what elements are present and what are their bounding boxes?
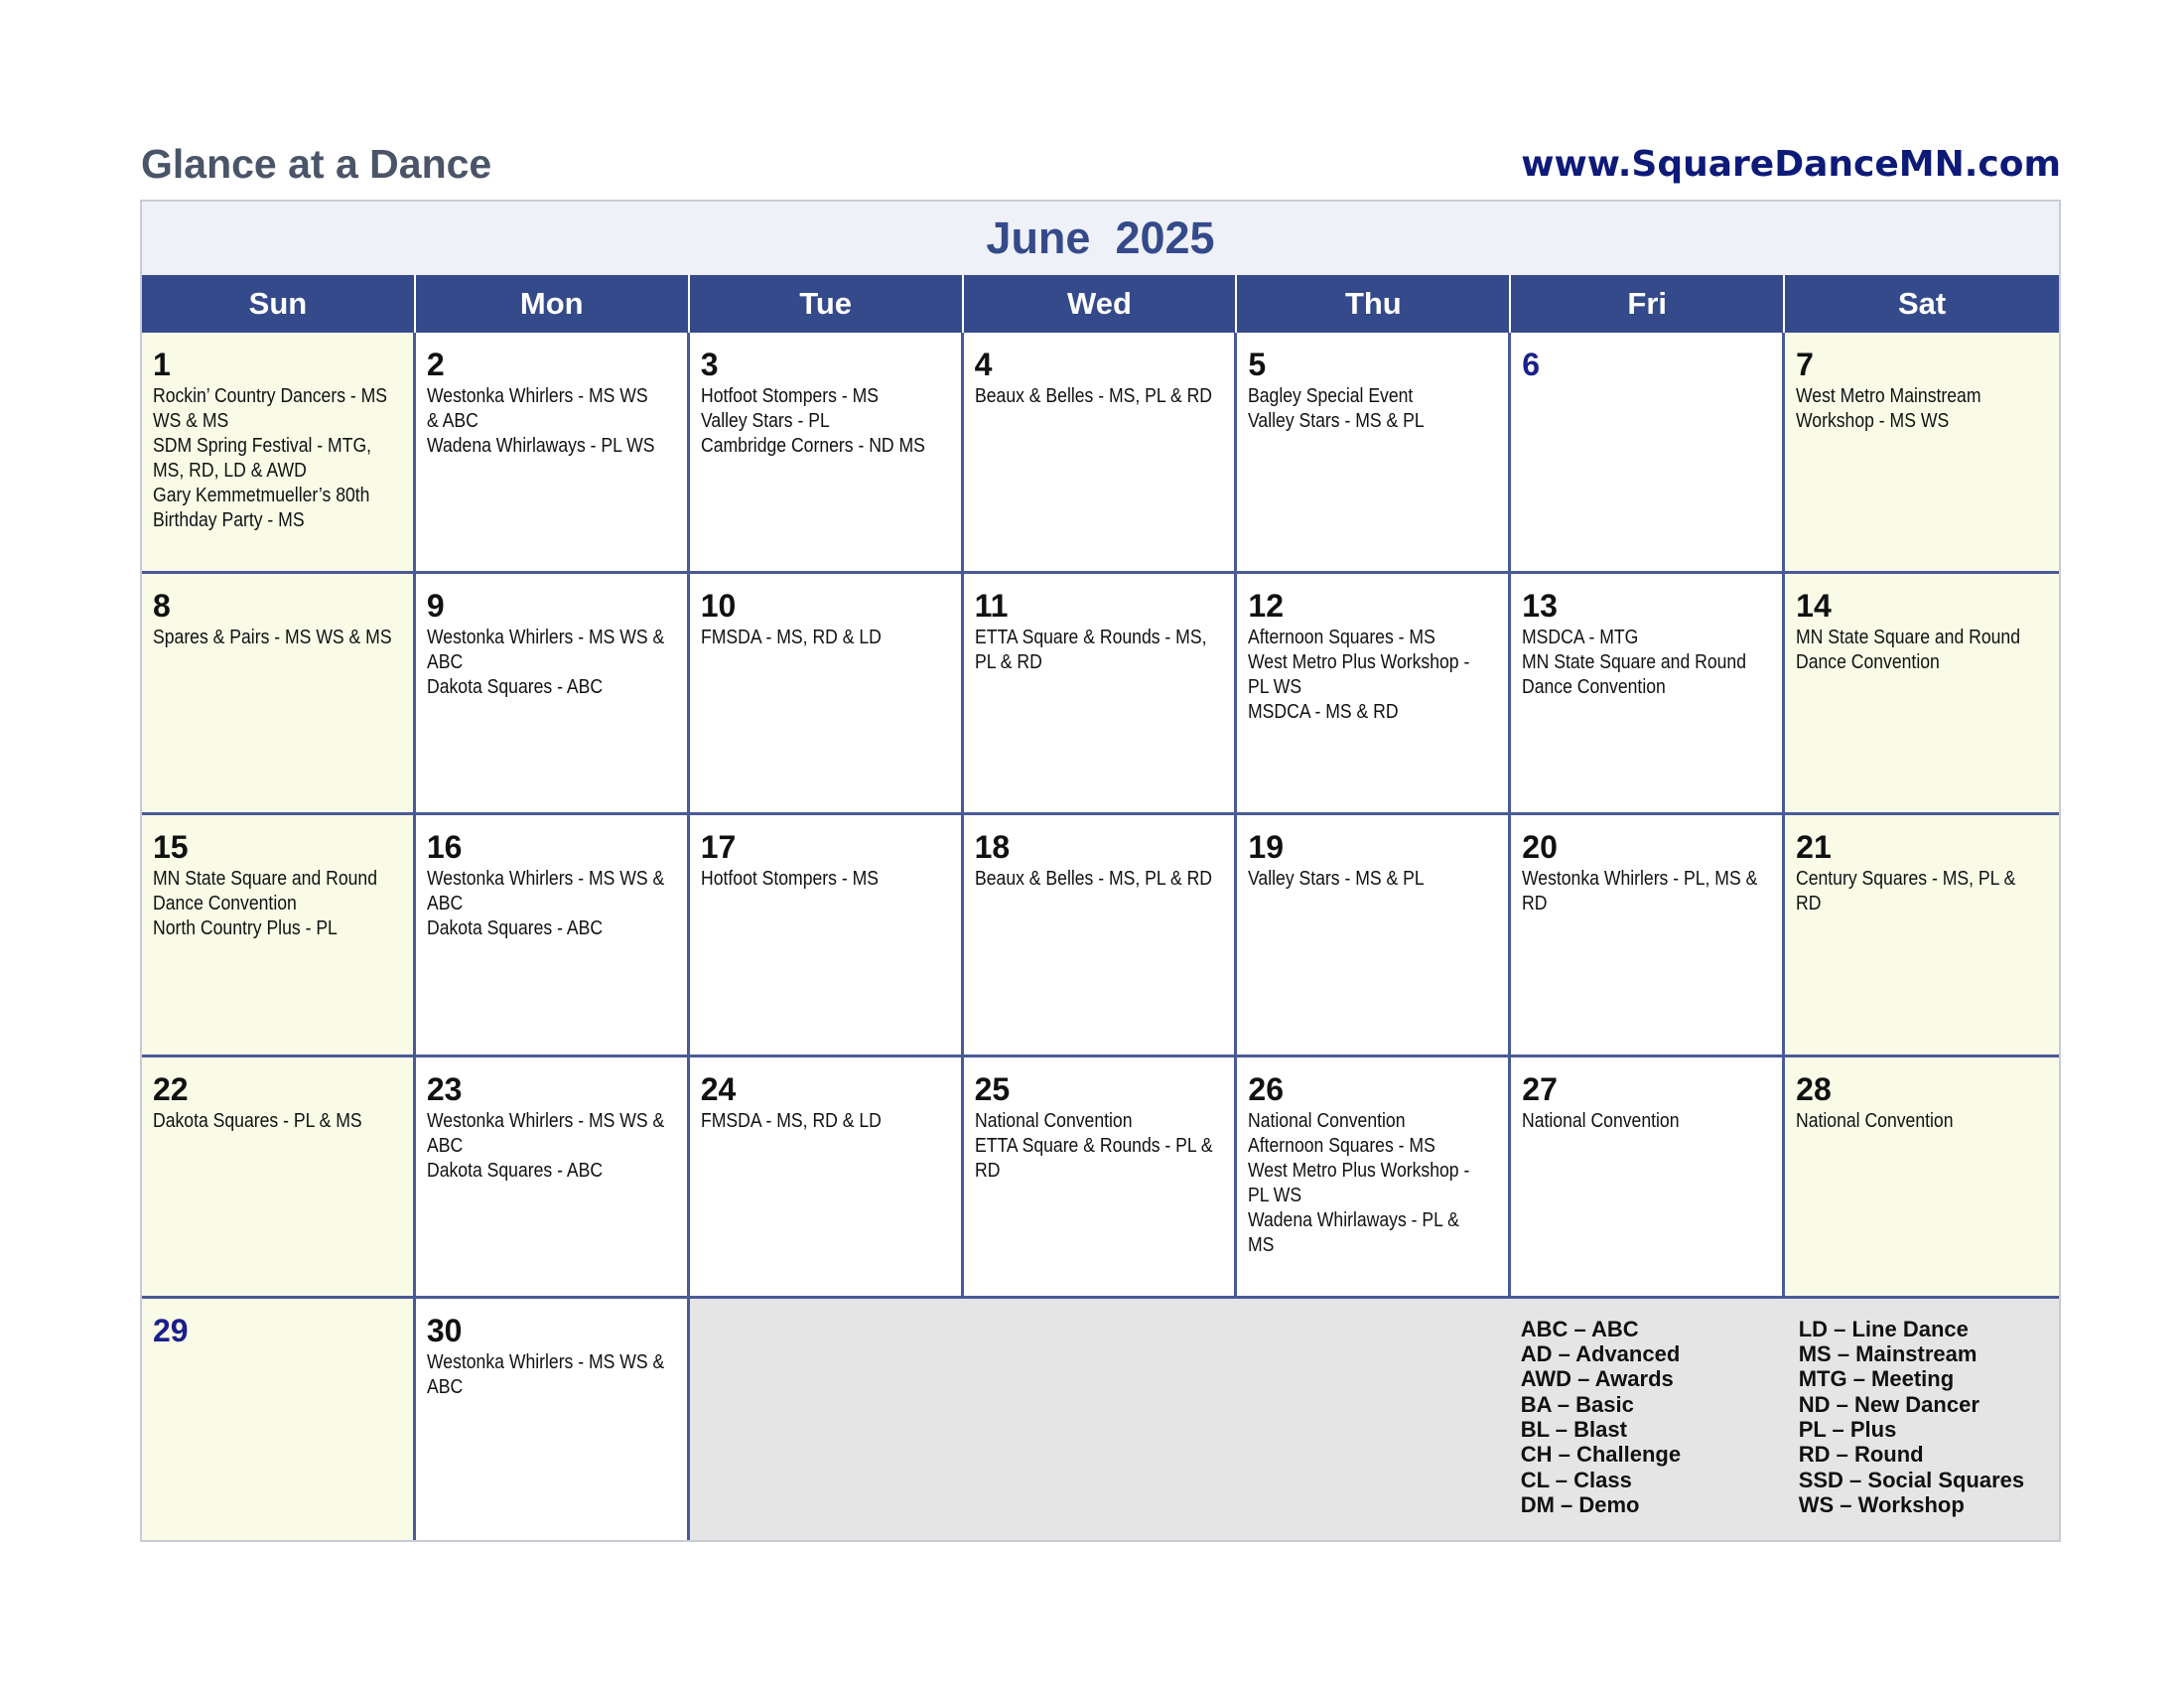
- day-number: 14: [1796, 588, 1832, 625]
- event-line: Westonka Whirlers - MS WS &: [426, 1350, 665, 1373]
- legend-item: CL – Class: [1520, 1467, 1632, 1492]
- day-number: 24: [700, 1070, 737, 1107]
- legend-column-right: [1799, 1317, 2024, 1517]
- weekday-thu: Thu: [1237, 275, 1511, 333]
- day-cell: [1511, 574, 1785, 815]
- event-line: Birthday Party - MS: [153, 509, 305, 531]
- event-line: Beaux & Belles - MS, PL & RD: [974, 385, 1212, 407]
- event-line: MN State Square and Round: [153, 868, 378, 891]
- day-number: 23: [426, 1070, 463, 1107]
- day-cell: [142, 1299, 416, 1540]
- event-line: Westonka Whirlers - PL, MS &: [1522, 868, 1758, 891]
- day-cell: [1785, 333, 2059, 574]
- event-line: National Convention: [1522, 1109, 1680, 1132]
- event-line: WS & MS: [153, 410, 229, 432]
- event-line: Hotfoot Stompers - MS: [700, 868, 879, 891]
- day-number: 29: [153, 1312, 189, 1348]
- event-line: Cambridge Corners - ND MS: [700, 435, 925, 457]
- abbreviation-legend: [690, 1299, 2059, 1540]
- day-number: 1: [153, 347, 171, 382]
- day-cell: [416, 1299, 690, 1540]
- day-cell: [416, 815, 690, 1056]
- event-line: West Metro Mainstream: [1796, 385, 1981, 407]
- event-line: Wadena Whirlaways - PL &: [1248, 1208, 1460, 1231]
- day-number: 15: [153, 829, 189, 866]
- event-line: Dance Convention: [153, 893, 297, 915]
- day-cell: [1237, 815, 1511, 1056]
- event-line: ABC: [426, 1375, 464, 1398]
- event-line: Dakota Squares - ABC: [426, 676, 603, 699]
- day-number: 5: [1248, 347, 1267, 382]
- weekday-sun: Sun: [142, 275, 416, 333]
- event-line: Bagley Special Event: [1248, 385, 1414, 407]
- legend-item: BL – Blast: [1520, 1416, 1627, 1442]
- event-line: ETTA Square & Rounds - PL &: [974, 1134, 1213, 1157]
- day-cell: [142, 815, 416, 1056]
- event-line: PL & RD: [974, 651, 1042, 674]
- day-number: 21: [1796, 829, 1832, 866]
- day-cell: [1511, 815, 1785, 1056]
- event-line: MS: [1248, 1233, 1275, 1256]
- event-line: Workshop - MS WS: [1796, 410, 1950, 432]
- event-line: & ABC: [426, 410, 478, 432]
- day-cell: [1785, 1057, 2059, 1299]
- day-number: 17: [700, 829, 737, 866]
- legend-item: DM – Demo: [1520, 1491, 1640, 1517]
- weekday-wed: Wed: [964, 275, 1238, 333]
- event-line: ABC: [426, 1134, 464, 1157]
- day-cell: [416, 333, 690, 574]
- event-line: Valley Stars - PL: [700, 410, 830, 432]
- day-cell: [416, 1057, 690, 1299]
- day-cell: [1785, 815, 2059, 1056]
- legend-item: PL – Plus: [1798, 1416, 1897, 1442]
- day-number: 2: [426, 347, 445, 382]
- event-line: RD: [1796, 893, 1822, 915]
- day-cell: [964, 1057, 1238, 1299]
- weekday-mon: Mon: [416, 275, 690, 333]
- legend-item: ND – New Dancer: [1798, 1391, 1979, 1417]
- event-line: Wadena Whirlaways - PL WS: [426, 435, 655, 457]
- day-cell: [1237, 574, 1511, 815]
- day-number: 16: [426, 829, 463, 866]
- event-line: FMSDA - MS, RD & LD: [700, 627, 882, 649]
- day-cell: [964, 574, 1238, 815]
- site-url-link[interactable]: www.SquareDanceMN.com: [1521, 144, 2061, 185]
- legend-item: SSD – Social Squares: [1798, 1467, 2025, 1492]
- event-line: Westonka Whirlers - MS WS &: [426, 868, 665, 891]
- legend-column-left: [1521, 1317, 1681, 1517]
- day-number: 11: [974, 588, 1009, 625]
- day-number: 12: [1248, 588, 1285, 625]
- event-line: Century Squares - MS, PL &: [1796, 868, 2016, 891]
- event-line: FMSDA - MS, RD & LD: [700, 1109, 882, 1132]
- event-line: PL WS: [1248, 1184, 1302, 1206]
- day-number: 19: [1248, 829, 1285, 866]
- legend-item: WS – Workshop: [1798, 1491, 1965, 1517]
- event-line: RD: [974, 1159, 1000, 1182]
- day-cell: [690, 574, 964, 815]
- legend-item: MS – Mainstream: [1798, 1341, 1978, 1367]
- event-line: West Metro Plus Workshop -: [1248, 651, 1470, 674]
- day-number: 18: [974, 829, 1011, 866]
- event-line: Westonka Whirlers - MS WS &: [426, 1109, 665, 1132]
- event-line: PL WS: [1248, 676, 1302, 699]
- event-line: ABC: [426, 651, 464, 674]
- day-number: 6: [1522, 347, 1541, 382]
- event-line: MSDCA - MS & RD: [1248, 701, 1400, 724]
- day-cell: [690, 1057, 964, 1299]
- day-number: 3: [700, 347, 719, 382]
- event-line: MN State Square and Round: [1522, 651, 1747, 674]
- event-line: MN State Square and Round: [1796, 627, 2021, 649]
- day-cell: [1511, 1057, 1785, 1299]
- weekday-sat: Sat: [1897, 286, 1947, 321]
- day-cell: [690, 815, 964, 1056]
- weekday-fri: Fri: [1511, 275, 1785, 333]
- event-line: Dance Convention: [1522, 676, 1667, 699]
- day-cell: [964, 333, 1238, 574]
- legend-item: CH – Challenge: [1520, 1442, 1682, 1468]
- event-line: Dakota Squares - ABC: [426, 917, 603, 940]
- day-number: 28: [1796, 1070, 1832, 1107]
- day-cell: [964, 815, 1238, 1056]
- event-line: MSDCA - MTG: [1522, 627, 1639, 649]
- day-cell: [416, 574, 690, 815]
- event-line: Dance Convention: [1796, 651, 1940, 674]
- event-line: Gary Kemmetmueller’s 80th: [153, 485, 370, 506]
- event-line: Westonka Whirlers - MS WS &: [426, 627, 665, 649]
- event-line: ETTA Square & Rounds - MS,: [974, 627, 1207, 649]
- legend-item: AWD – Awards: [1520, 1366, 1674, 1392]
- event-line: Dakota Squares - PL & MS: [153, 1109, 362, 1132]
- calendar: [140, 200, 2061, 1542]
- day-number: 13: [1522, 588, 1558, 625]
- day-cell: [1237, 1057, 1511, 1299]
- day-cell: [1237, 333, 1511, 574]
- day-number: 4: [974, 347, 993, 382]
- event-line: Rockin’ Country Dancers - MS: [153, 385, 388, 407]
- event-line: Afternoon Squares - MS: [1248, 627, 1436, 649]
- page-title: Glance at a Dance: [141, 141, 492, 187]
- day-number: 8: [153, 588, 171, 625]
- legend-item: AD – Advanced: [1520, 1341, 1681, 1367]
- day-number: 27: [1522, 1070, 1558, 1107]
- event-line: ABC: [426, 893, 464, 915]
- event-line: West Metro Plus Workshop -: [1248, 1159, 1470, 1182]
- day-cell: [1511, 333, 1785, 574]
- day-cell: [142, 333, 416, 574]
- event-line: National Convention: [974, 1109, 1133, 1132]
- legend-item: LD – Line Dance: [1798, 1316, 1969, 1341]
- event-line: National Convention: [1248, 1109, 1406, 1132]
- legend-item: BA – Basic: [1520, 1391, 1634, 1417]
- weekday-header-row: [142, 275, 2059, 333]
- event-line: Valley Stars - MS & PL: [1248, 868, 1426, 891]
- event-line: National Convention: [1796, 1109, 1954, 1132]
- legend-item: ABC – ABC: [1520, 1316, 1639, 1341]
- day-number: 30: [426, 1312, 463, 1348]
- day-cell: [1785, 574, 2059, 815]
- day-number: 20: [1522, 829, 1558, 866]
- day-number: 7: [1796, 347, 1814, 382]
- day-number: 9: [426, 588, 445, 625]
- event-line: Afternoon Squares - MS: [1248, 1134, 1436, 1157]
- calendar-grid: [142, 333, 2059, 1540]
- event-line: RD: [1522, 893, 1548, 915]
- event-line: Beaux & Belles - MS, PL & RD: [974, 868, 1212, 891]
- day-cell: [142, 1057, 416, 1299]
- month-title: June 2025: [142, 202, 2059, 275]
- event-line: MS, RD, LD & AWD: [153, 460, 307, 482]
- day-cell: [690, 333, 964, 574]
- day-number: 22: [153, 1070, 189, 1107]
- event-line: North Country Plus - PL: [153, 917, 338, 940]
- event-line: Hotfoot Stompers - MS: [700, 385, 879, 407]
- event-line: Dakota Squares - ABC: [426, 1159, 603, 1182]
- day-number: 25: [974, 1070, 1011, 1107]
- event-line: Valley Stars - MS & PL: [1248, 410, 1426, 432]
- event-line: Westonka Whirlers - MS WS: [426, 385, 648, 407]
- legend-item: RD – Round: [1798, 1442, 1924, 1468]
- day-number: 10: [700, 588, 737, 625]
- legend-item: MTG – Meeting: [1798, 1366, 1955, 1392]
- event-line: SDM Spring Festival - MTG,: [153, 435, 372, 457]
- event-line: Spares & Pairs - MS WS & MS: [153, 627, 392, 649]
- day-cell: [142, 574, 416, 815]
- day-number: 26: [1248, 1070, 1285, 1107]
- weekday-tue: Tue: [690, 275, 964, 333]
